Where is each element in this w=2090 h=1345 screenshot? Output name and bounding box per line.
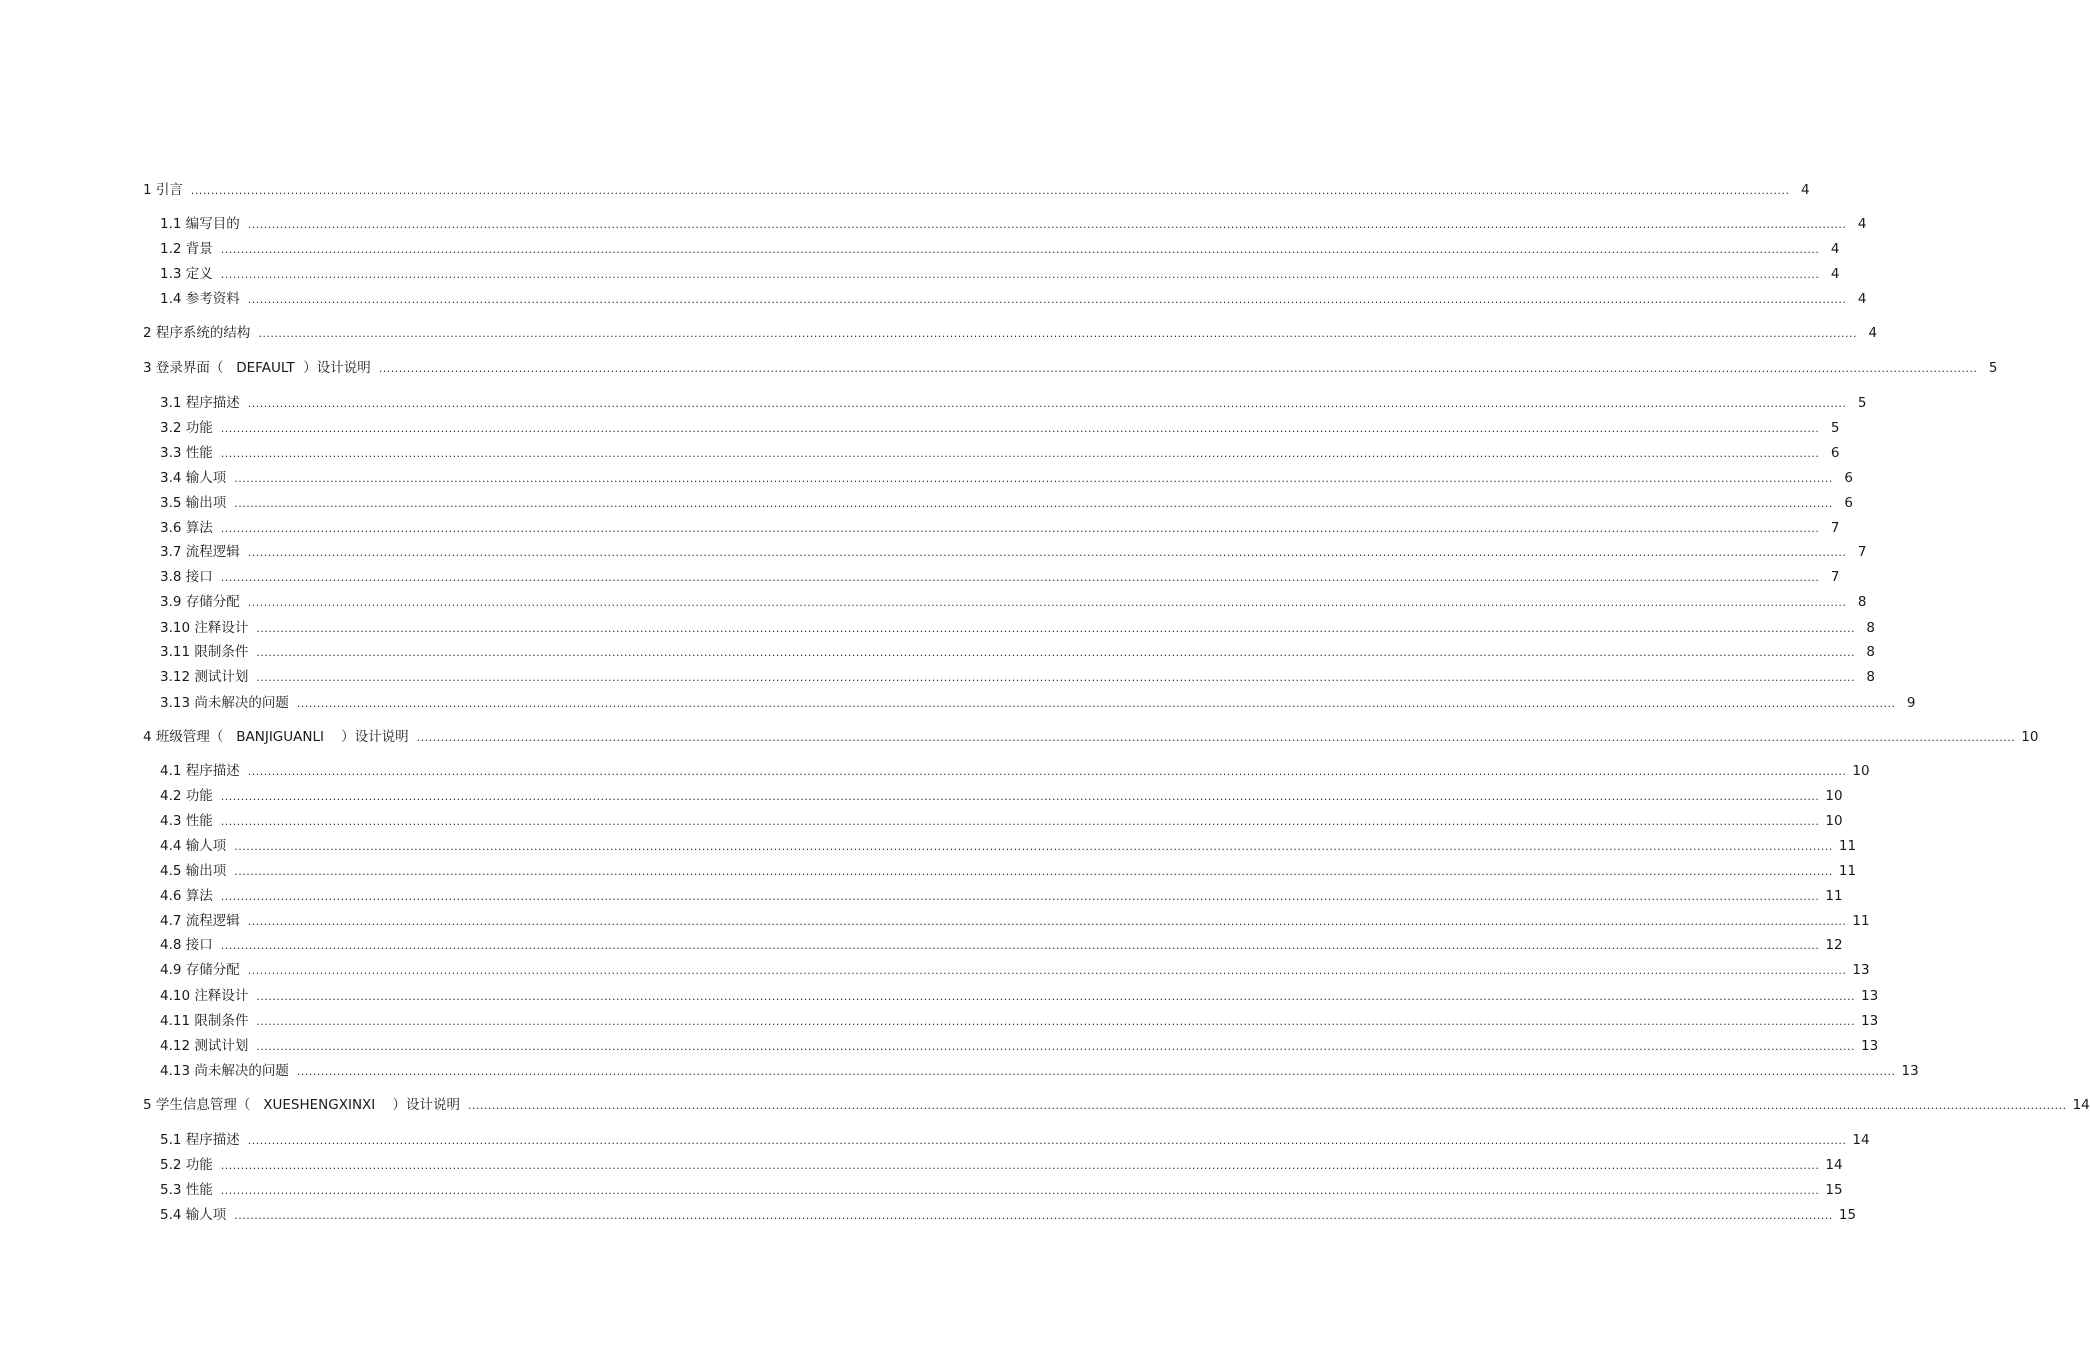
toc-leader-dots: ................................................................................................................................................................................................................................................................................................................................................................................................................ xyxy=(467,1099,2067,1112)
toc-entry[interactable] xyxy=(160,1207,1857,1224)
toc-leader-dots: ................................................................................................................................................................................................................................................................................................................................................................................................................ xyxy=(296,697,1896,710)
toc-entry[interactable] xyxy=(160,445,1840,462)
toc-leader-dots: ................................................................................................................................................................................................................................................................................................................................................................................................................ xyxy=(247,546,1847,559)
toc-entry[interactable] xyxy=(160,1063,1919,1080)
toc-entry[interactable] xyxy=(143,729,2039,746)
toc-leader-dots: ................................................................................................................................................................................................................................................................................................................................................................................................................ xyxy=(247,915,1847,928)
toc-entry-title: 3.2 功能 xyxy=(160,420,213,436)
toc-entry[interactable] xyxy=(160,962,1870,979)
toc-entry-page: 10 xyxy=(2021,729,2039,745)
toc-entry-page: 12 xyxy=(1825,937,1843,953)
toc-entry-page: 6 xyxy=(1844,470,1853,486)
toc-leader-dots: ................................................................................................................................................................................................................................................................................................................................................................................................................ xyxy=(256,1015,1855,1028)
toc-entry-page: 6 xyxy=(1830,445,1840,461)
toc-entry[interactable] xyxy=(160,1132,1870,1149)
toc-entry[interactable] xyxy=(160,520,1840,537)
toc-entry-page: 14 xyxy=(1852,1132,1870,1148)
toc-entry-title: 4.10 注释设计 xyxy=(160,988,249,1004)
toc-leader-dots: ................................................................................................................................................................................................................................................................................................................................................................................................................ xyxy=(378,362,1978,375)
toc-entry-title: 1.3 定义 xyxy=(160,266,213,282)
toc-entry-page: 15 xyxy=(1838,1207,1857,1223)
toc-entry[interactable] xyxy=(160,888,1843,905)
toc-entry-title: 4.11 限制条件 xyxy=(160,1013,249,1029)
toc-leader-dots: ................................................................................................................................................................................................................................................................................................................................................................................................................ xyxy=(234,497,1833,510)
toc-entry[interactable] xyxy=(160,1013,1879,1030)
toc-leader-dots: ................................................................................................................................................................................................................................................................................................................................................................................................................ xyxy=(220,422,1820,435)
toc-entry-title: 4.3 性能 xyxy=(160,813,213,829)
toc-entry-title: 4 班级管理（ BANJIGUANLI ）设计说明 xyxy=(143,729,409,745)
toc-entry[interactable] xyxy=(160,291,1867,308)
toc-entry-title: 4.2 功能 xyxy=(160,788,213,804)
toc-entry[interactable] xyxy=(160,544,1867,561)
toc-entry-page: 13 xyxy=(1852,962,1870,978)
toc-entry-page: 14 xyxy=(1825,1157,1843,1173)
toc-entry[interactable] xyxy=(160,695,1916,712)
toc-entry[interactable] xyxy=(160,1038,1879,1055)
toc-entry[interactable] xyxy=(160,420,1840,437)
toc-entry-title: 4.12 测试计划 xyxy=(160,1038,249,1054)
toc-leader-dots: ................................................................................................................................................................................................................................................................................................................................................................................................................ xyxy=(220,243,1820,256)
toc-entry-title: 5.3 性能 xyxy=(160,1182,213,1198)
toc-leader-dots: ................................................................................................................................................................................................................................................................................................................................................................................................................ xyxy=(190,184,1790,197)
toc-entry[interactable] xyxy=(160,470,1853,487)
toc-entry-title: 3.9 存储分配 xyxy=(160,594,240,610)
toc-leader-dots: ................................................................................................................................................................................................................................................................................................................................................................................................................ xyxy=(247,964,1847,977)
toc-entry[interactable] xyxy=(143,360,1998,377)
toc-leader-dots: ................................................................................................................................................................................................................................................................................................................................................................................................................ xyxy=(247,1134,1847,1147)
toc-entry-page: 5 xyxy=(1857,395,1867,411)
toc-entry-page: 10 xyxy=(1852,763,1870,779)
toc-entry-page: 4 xyxy=(1857,216,1867,232)
toc-entry[interactable] xyxy=(160,1157,1843,1174)
toc-leader-dots: ................................................................................................................................................................................................................................................................................................................................................................................................................ xyxy=(220,890,1820,903)
toc-entry-title: 4.5 输出项 xyxy=(160,863,227,879)
toc-leader-dots: ................................................................................................................................................................................................................................................................................................................................................................................................................ xyxy=(258,327,1858,340)
toc-entry-page: 4 xyxy=(1800,182,1810,198)
toc-entry-page: 8 xyxy=(1866,669,1875,685)
toc-entry-page: 11 xyxy=(1838,838,1857,854)
toc-entry-title: 3.3 性能 xyxy=(160,445,213,461)
toc-entry-title: 4.1 程序描述 xyxy=(160,763,240,779)
toc-entry-title: 3.8 接口 xyxy=(160,569,213,585)
toc-entry-page: 11 xyxy=(1852,913,1870,929)
toc-entry[interactable] xyxy=(160,788,1843,805)
toc-entry[interactable] xyxy=(160,988,1879,1005)
toc-entry-page: 14 xyxy=(2072,1097,2090,1113)
toc-entry-title: 2 程序系统的结构 xyxy=(143,325,251,341)
toc-entry-page: 11 xyxy=(1825,888,1843,904)
toc-entry[interactable] xyxy=(160,913,1870,930)
toc-entry[interactable] xyxy=(160,569,1840,586)
toc-leader-dots: ................................................................................................................................................................................................................................................................................................................................................................................................................ xyxy=(296,1065,1896,1078)
toc-entry-page: 13 xyxy=(1901,1063,1919,1079)
toc-leader-dots: ................................................................................................................................................................................................................................................................................................................................................................................................................ xyxy=(247,218,1847,231)
toc-leader-dots: ................................................................................................................................................................................................................................................................................................................................................................................................................ xyxy=(247,765,1847,778)
toc-entry-title: 3.6 算法 xyxy=(160,520,213,536)
toc-entry-page: 5 xyxy=(1830,420,1840,436)
toc-entry-title: 3.10 注释设计 xyxy=(160,620,249,636)
toc-entry-page: 13 xyxy=(1861,1013,1879,1029)
toc-entry-title: 4.6 算法 xyxy=(160,888,213,904)
toc-entry[interactable] xyxy=(160,1182,1843,1199)
toc-entry-title: 3.7 流程逻辑 xyxy=(160,544,240,560)
toc-entry-title: 3.11 限制条件 xyxy=(160,644,249,660)
toc-leader-dots: ................................................................................................................................................................................................................................................................................................................................................................................................................ xyxy=(220,1159,1820,1172)
toc-entry-page: 11 xyxy=(1838,863,1857,879)
toc-leader-dots: ................................................................................................................................................................................................................................................................................................................................................................................................................ xyxy=(247,397,1847,410)
toc-entry[interactable] xyxy=(160,838,1857,855)
toc-entry[interactable] xyxy=(160,644,1875,661)
toc-entry-title: 4.4 输人项 xyxy=(160,838,227,854)
toc-entry-page: 10 xyxy=(1825,788,1843,804)
toc-entry-title: 1 引言 xyxy=(143,182,183,198)
toc-entry[interactable] xyxy=(160,763,1870,780)
toc-entry-page: 8 xyxy=(1866,644,1875,660)
toc-entry-title: 5.2 功能 xyxy=(160,1157,213,1173)
toc-leader-dots: ................................................................................................................................................................................................................................................................................................................................................................................................................ xyxy=(247,596,1847,609)
toc-leader-dots: ................................................................................................................................................................................................................................................................................................................................................................................................................ xyxy=(234,865,1833,878)
toc-entry[interactable] xyxy=(143,325,1878,342)
toc-leader-dots: ................................................................................................................................................................................................................................................................................................................................................................................................................ xyxy=(256,1040,1855,1053)
toc-leader-dots: ................................................................................................................................................................................................................................................................................................................................................................................................................ xyxy=(256,990,1855,1003)
toc-leader-dots: ................................................................................................................................................................................................................................................................................................................................................................................................................ xyxy=(220,447,1820,460)
toc-entry-title: 4.9 存储分配 xyxy=(160,962,240,978)
toc-leader-dots: ................................................................................................................................................................................................................................................................................................................................................................................................................ xyxy=(234,1209,1833,1222)
toc-entry[interactable] xyxy=(160,813,1843,830)
toc-entry-title: 3.1 程序描述 xyxy=(160,395,240,411)
toc-entry-page: 8 xyxy=(1857,594,1867,610)
toc-entry[interactable] xyxy=(160,395,1867,412)
toc-entry-page: 7 xyxy=(1830,569,1840,585)
toc-entry[interactable] xyxy=(160,669,1875,686)
toc-entry-title: 1.4 参考资料 xyxy=(160,291,240,307)
toc-entry[interactable] xyxy=(160,241,1840,258)
toc-entry-title: 1.2 背景 xyxy=(160,241,213,257)
toc-entry[interactable] xyxy=(160,620,1875,637)
toc-leader-dots: ................................................................................................................................................................................................................................................................................................................................................................................................................ xyxy=(256,671,1855,684)
toc-entry[interactable] xyxy=(160,266,1840,283)
toc-entry-page: 13 xyxy=(1861,1038,1879,1054)
toc-entry[interactable] xyxy=(160,863,1857,880)
toc-leader-dots: ................................................................................................................................................................................................................................................................................................................................................................................................................ xyxy=(220,815,1820,828)
toc-entry[interactable] xyxy=(160,594,1867,611)
toc-entry[interactable] xyxy=(160,216,1867,233)
toc-entry-page: 7 xyxy=(1830,520,1840,536)
toc-leader-dots: ................................................................................................................................................................................................................................................................................................................................................................................................................ xyxy=(220,790,1820,803)
toc-entry-title: 4.8 接口 xyxy=(160,937,213,953)
toc-entry-page: 5 xyxy=(1988,360,1998,376)
toc-entry-title: 3.13 尚未解决的问题 xyxy=(160,695,289,711)
toc-leader-dots: ................................................................................................................................................................................................................................................................................................................................................................................................................ xyxy=(416,731,2016,744)
toc-leader-dots: ................................................................................................................................................................................................................................................................................................................................................................................................................ xyxy=(220,522,1820,535)
toc-leader-dots: ................................................................................................................................................................................................................................................................................................................................................................................................................ xyxy=(247,293,1847,306)
toc-entry-title: 5 学生信息管理（ XUESHENGXINXI ）设计说明 xyxy=(143,1097,460,1113)
toc-entry[interactable] xyxy=(143,182,1810,199)
toc-entry-title: 4.13 尚未解决的问题 xyxy=(160,1063,289,1079)
toc-leader-dots: ................................................................................................................................................................................................................................................................................................................................................................................................................ xyxy=(220,268,1820,281)
toc-entry-page: 9 xyxy=(1906,695,1916,711)
toc-leader-dots: ................................................................................................................................................................................................................................................................................................................................................................................................................ xyxy=(234,840,1833,853)
toc-leader-dots: ................................................................................................................................................................................................................................................................................................................................................................................................................ xyxy=(220,571,1820,584)
toc-entry-page: 15 xyxy=(1825,1182,1843,1198)
toc-entry-page: 4 xyxy=(1830,266,1840,282)
toc-entry-title: 3 登录界面（ DEFAULT ）设计说明 xyxy=(143,360,371,376)
toc-entry-title: 3.4 输人项 xyxy=(160,470,227,486)
toc-entry-title: 4.7 流程逻辑 xyxy=(160,913,240,929)
toc-entry-title: 3.5 输出项 xyxy=(160,495,227,511)
toc-entry-page: 4 xyxy=(1857,291,1867,307)
toc-leader-dots: ................................................................................................................................................................................................................................................................................................................................................................................................................ xyxy=(256,622,1855,635)
toc-leader-dots: ................................................................................................................................................................................................................................................................................................................................................................................................................ xyxy=(220,939,1820,952)
toc-entry[interactable] xyxy=(160,937,1843,954)
toc-entry-page: 13 xyxy=(1861,988,1879,1004)
toc-entry-page: 7 xyxy=(1857,544,1867,560)
toc-entry-title: 5.1 程序描述 xyxy=(160,1132,240,1148)
toc-entry-page: 4 xyxy=(1868,325,1878,341)
toc-leader-dots: ................................................................................................................................................................................................................................................................................................................................................................................................................ xyxy=(256,646,1855,659)
toc-entry[interactable] xyxy=(143,1097,2090,1114)
toc-entry-page: 4 xyxy=(1830,241,1840,257)
toc-entry-page: 8 xyxy=(1866,620,1875,636)
toc-entry-title: 1.1 编写目的 xyxy=(160,216,240,232)
toc-leader-dots: ................................................................................................................................................................................................................................................................................................................................................................................................................ xyxy=(220,1184,1820,1197)
toc-entry-page: 10 xyxy=(1825,813,1843,829)
toc-entry-page: 6 xyxy=(1844,495,1853,511)
toc-entry-title: 3.12 测试计划 xyxy=(160,669,249,685)
toc-entry[interactable] xyxy=(160,495,1853,512)
toc-entry-title: 5.4 输人项 xyxy=(160,1207,227,1223)
toc-leader-dots: ................................................................................................................................................................................................................................................................................................................................................................................................................ xyxy=(234,472,1833,485)
